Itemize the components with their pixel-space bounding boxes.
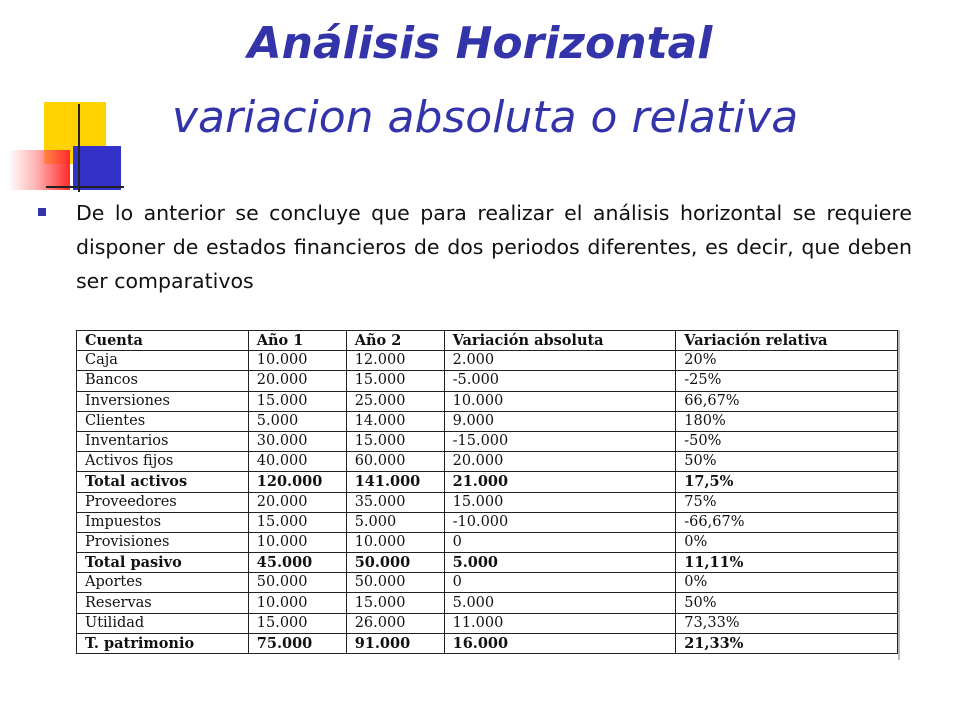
cell-var-abs: 5.000 xyxy=(444,593,676,613)
cell-ano-1: 20.000 xyxy=(248,371,346,391)
cell-ano-2: 91.000 xyxy=(346,633,444,653)
table-row-total xyxy=(77,472,898,492)
slide-subtitle: variacion absoluta o relativa xyxy=(172,92,799,143)
header-ano-2: Año 2 xyxy=(346,331,444,351)
cell-ano-2: 60.000 xyxy=(346,452,444,472)
cell-var-abs: 9.000 xyxy=(444,411,676,431)
cell-var-abs: -15.000 xyxy=(444,431,676,451)
cell-cuenta: Activos fijos xyxy=(77,452,249,472)
cell-var-rel: 50% xyxy=(676,452,898,472)
cell-ano-1: 120.000 xyxy=(248,472,346,492)
cell-ano-2: 12.000 xyxy=(346,351,444,371)
header-variacion-absoluta: Variación absoluta xyxy=(444,331,676,351)
financial-table-container xyxy=(76,330,898,654)
table-row xyxy=(77,512,898,532)
table-row xyxy=(77,411,898,431)
horizontal-line-shape xyxy=(46,186,124,188)
cell-var-rel: 50% xyxy=(676,593,898,613)
cell-ano-1: 10.000 xyxy=(248,593,346,613)
cell-cuenta: Inventarios xyxy=(77,431,249,451)
cell-cuenta: Clientes xyxy=(77,411,249,431)
cell-ano-2: 26.000 xyxy=(346,613,444,633)
table-row-total xyxy=(77,633,898,653)
cell-ano-2: 141.000 xyxy=(346,472,444,492)
cell-var-abs: 10.000 xyxy=(444,391,676,411)
cell-ano-1: 10.000 xyxy=(248,351,346,371)
cell-cuenta: Impuestos xyxy=(77,512,249,532)
cell-var-abs: 16.000 xyxy=(444,633,676,653)
cell-ano-1: 30.000 xyxy=(248,431,346,451)
cell-ano-2: 5.000 xyxy=(346,512,444,532)
cell-var-abs: 20.000 xyxy=(444,452,676,472)
cell-ano-2: 15.000 xyxy=(346,371,444,391)
table-row xyxy=(77,532,898,552)
cell-var-rel: 20% xyxy=(676,351,898,371)
cell-ano-1: 50.000 xyxy=(248,573,346,593)
table-shadow xyxy=(898,330,900,660)
cell-var-rel: 180% xyxy=(676,411,898,431)
cell-var-rel: 0% xyxy=(676,532,898,552)
cell-cuenta: Inversiones xyxy=(77,391,249,411)
cell-var-abs: 11.000 xyxy=(444,613,676,633)
cell-var-rel: -25% xyxy=(676,371,898,391)
cell-ano-2: 15.000 xyxy=(346,593,444,613)
cell-var-rel: -50% xyxy=(676,431,898,451)
cell-var-rel: -66,67% xyxy=(676,512,898,532)
cell-var-abs: -5.000 xyxy=(444,371,676,391)
table-row xyxy=(77,492,898,512)
table-row xyxy=(77,391,898,411)
cell-var-abs: 21.000 xyxy=(444,472,676,492)
table-row xyxy=(77,371,898,391)
cell-var-abs: -10.000 xyxy=(444,512,676,532)
table-header-row xyxy=(77,331,898,351)
cell-cuenta: Caja xyxy=(77,351,249,371)
cell-cuenta: Provisiones xyxy=(77,532,249,552)
cell-ano-1: 15.000 xyxy=(248,512,346,532)
cell-ano-2: 25.000 xyxy=(346,391,444,411)
cell-var-abs: 0 xyxy=(444,532,676,552)
cell-var-rel: 66,67% xyxy=(676,391,898,411)
cell-var-abs: 2.000 xyxy=(444,351,676,371)
cell-var-abs: 15.000 xyxy=(444,492,676,512)
vertical-line-shape xyxy=(78,104,80,192)
red-gradient-shape xyxy=(8,150,70,190)
table-row xyxy=(77,613,898,633)
cell-cuenta: Proveedores xyxy=(77,492,249,512)
bullet-square-icon xyxy=(38,208,46,216)
cell-var-rel: 73,33% xyxy=(676,613,898,633)
cell-ano-1: 15.000 xyxy=(248,613,346,633)
header-cuenta: Cuenta xyxy=(77,331,249,351)
cell-var-rel: 75% xyxy=(676,492,898,512)
cell-var-abs: 5.000 xyxy=(444,553,676,573)
table-row xyxy=(77,573,898,593)
cell-cuenta: Reservas xyxy=(77,593,249,613)
cell-ano-2: 10.000 xyxy=(346,532,444,552)
cell-ano-1: 45.000 xyxy=(248,553,346,573)
cell-var-rel: 21,33% xyxy=(676,633,898,653)
cell-var-rel: 17,5% xyxy=(676,472,898,492)
cell-cuenta: Bancos xyxy=(77,371,249,391)
header-ano-1: Año 1 xyxy=(248,331,346,351)
cell-ano-1: 75.000 xyxy=(248,633,346,653)
table-row xyxy=(77,431,898,451)
blue-square-shape xyxy=(73,146,121,190)
table-row-total xyxy=(77,553,898,573)
cell-cuenta: Total activos xyxy=(77,472,249,492)
cell-cuenta: Utilidad xyxy=(77,613,249,633)
cell-var-abs: 0 xyxy=(444,573,676,593)
header-variacion-relativa: Variación relativa xyxy=(676,331,898,351)
cell-ano-1: 15.000 xyxy=(248,391,346,411)
cell-var-rel: 0% xyxy=(676,573,898,593)
cell-cuenta: T. patrimonio xyxy=(77,633,249,653)
financial-table xyxy=(76,330,898,654)
cell-ano-1: 10.000 xyxy=(248,532,346,552)
cell-ano-1: 5.000 xyxy=(248,411,346,431)
cell-ano-2: 50.000 xyxy=(346,573,444,593)
cell-ano-2: 35.000 xyxy=(346,492,444,512)
cell-var-rel: 11,11% xyxy=(676,553,898,573)
slide-title: Análisis Horizontal xyxy=(247,18,713,69)
cell-ano-2: 50.000 xyxy=(346,553,444,573)
cell-ano-2: 14.000 xyxy=(346,411,444,431)
table-row xyxy=(77,351,898,371)
bullet-paragraph: De lo anterior se concluye que para realizar el análisis horizontal se requiere disponer de estados financieros de dos periodos diferentes, es decir, que deben ser comparativos xyxy=(76,201,912,293)
cell-ano-1: 20.000 xyxy=(248,492,346,512)
cell-ano-2: 15.000 xyxy=(346,431,444,451)
cell-cuenta: Aportes xyxy=(77,573,249,593)
cell-cuenta: Total pasivo xyxy=(77,553,249,573)
table-row xyxy=(77,593,898,613)
table-row xyxy=(77,452,898,472)
cell-ano-1: 40.000 xyxy=(248,452,346,472)
